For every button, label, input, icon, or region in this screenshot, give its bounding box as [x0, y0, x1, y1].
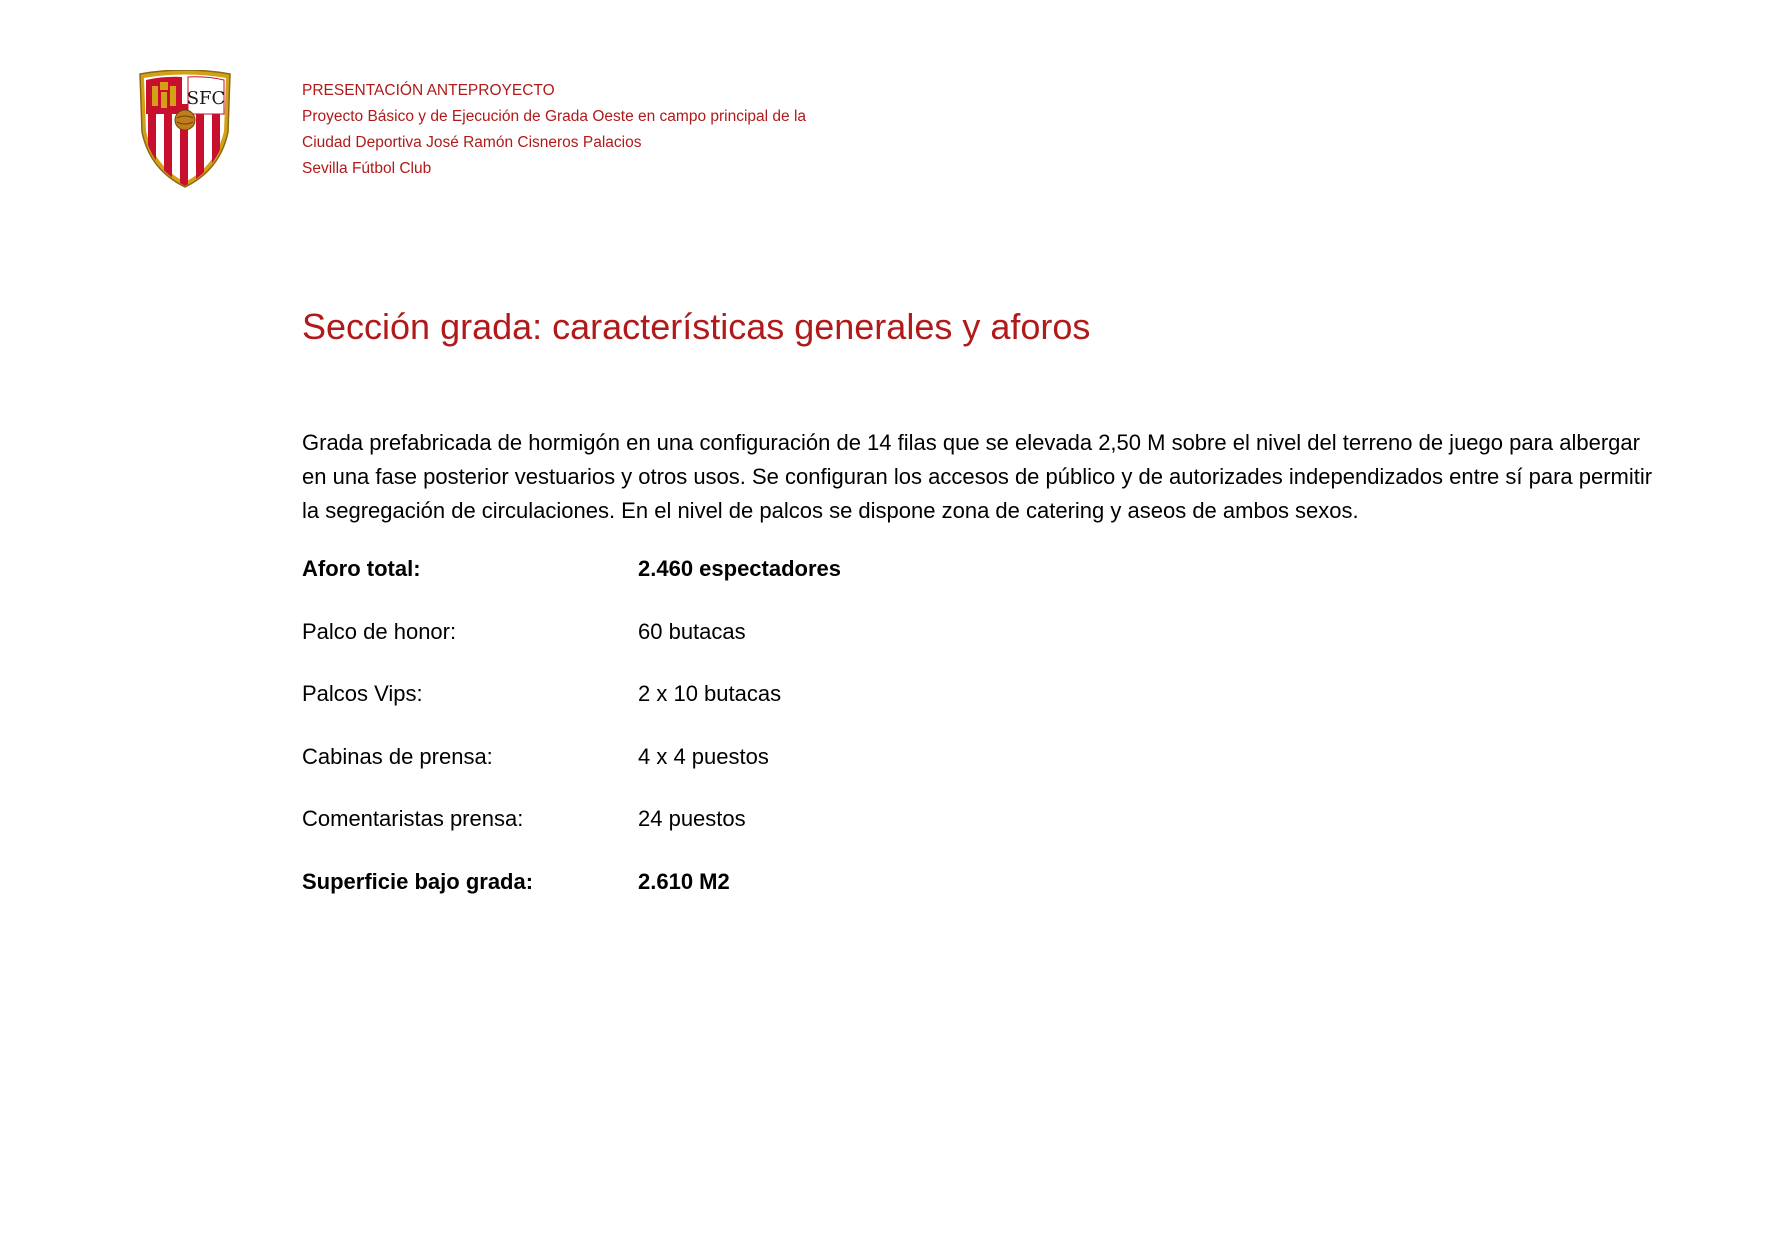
spec-row-press-commentators — [302, 806, 841, 869]
spec-label: Comentaristas prensa: — [302, 806, 524, 831]
spec-value: 2.460 espectadores — [638, 556, 842, 581]
header-club-name: Sevilla Fútbol Club — [302, 160, 432, 177]
spec-row-vip-boxes — [302, 681, 841, 744]
spec-label: Palcos Vips: — [302, 681, 423, 706]
spec-label: Aforo total: — [302, 556, 421, 581]
header-project-line: Proyecto Básico y de Ejecución de Grada Oeste en campo principal de la — [302, 108, 807, 125]
section-description: Grada prefabricada de hormigón en una configuración de 14 filas que se elevada 2,50 M sobre el nivel del terreno de juego para albergar en una fase posterior vestuarios y otros usos. Se configuran los accesos de público y de autorizades independizados entre sí para permitir la segregación de circulaciones. En el nivel de palcos se dispone zona de catering y aseos de ambos sexos. — [302, 430, 1653, 523]
capacity-specs-list — [302, 556, 841, 931]
section-title: Sección grada: características generales y aforos — [302, 306, 1091, 347]
spec-label: Cabinas de prensa: — [302, 743, 493, 769]
spec-row-press-booths — [302, 744, 841, 807]
header-presentation-label: PRESENTACIÓN ANTEPROYECTO — [302, 82, 555, 99]
crest-ball — [175, 110, 195, 130]
spec-value: 24 puestos — [638, 806, 746, 831]
spec-label: Palco de honor: — [302, 618, 457, 644]
spec-value: 60 butacas — [638, 618, 746, 644]
document-header — [302, 78, 806, 182]
spec-label: Superficie bajo grada: — [302, 868, 534, 894]
spec-value: 4 x 4 puestos — [638, 743, 769, 769]
spec-value: 2.610 M2 — [638, 868, 730, 894]
crest-monogram: SFC — [186, 88, 226, 109]
spec-value: 2 x 10 butacas — [638, 681, 782, 706]
spec-row-total-capacity — [302, 556, 841, 619]
spec-row-honor-box — [302, 619, 841, 682]
sevilla-fc-crest-icon — [136, 70, 234, 188]
spec-row-under-stand-area — [302, 869, 841, 932]
header-location-line: Ciudad Deportiva José Ramón Cisneros Palacios — [302, 134, 642, 151]
